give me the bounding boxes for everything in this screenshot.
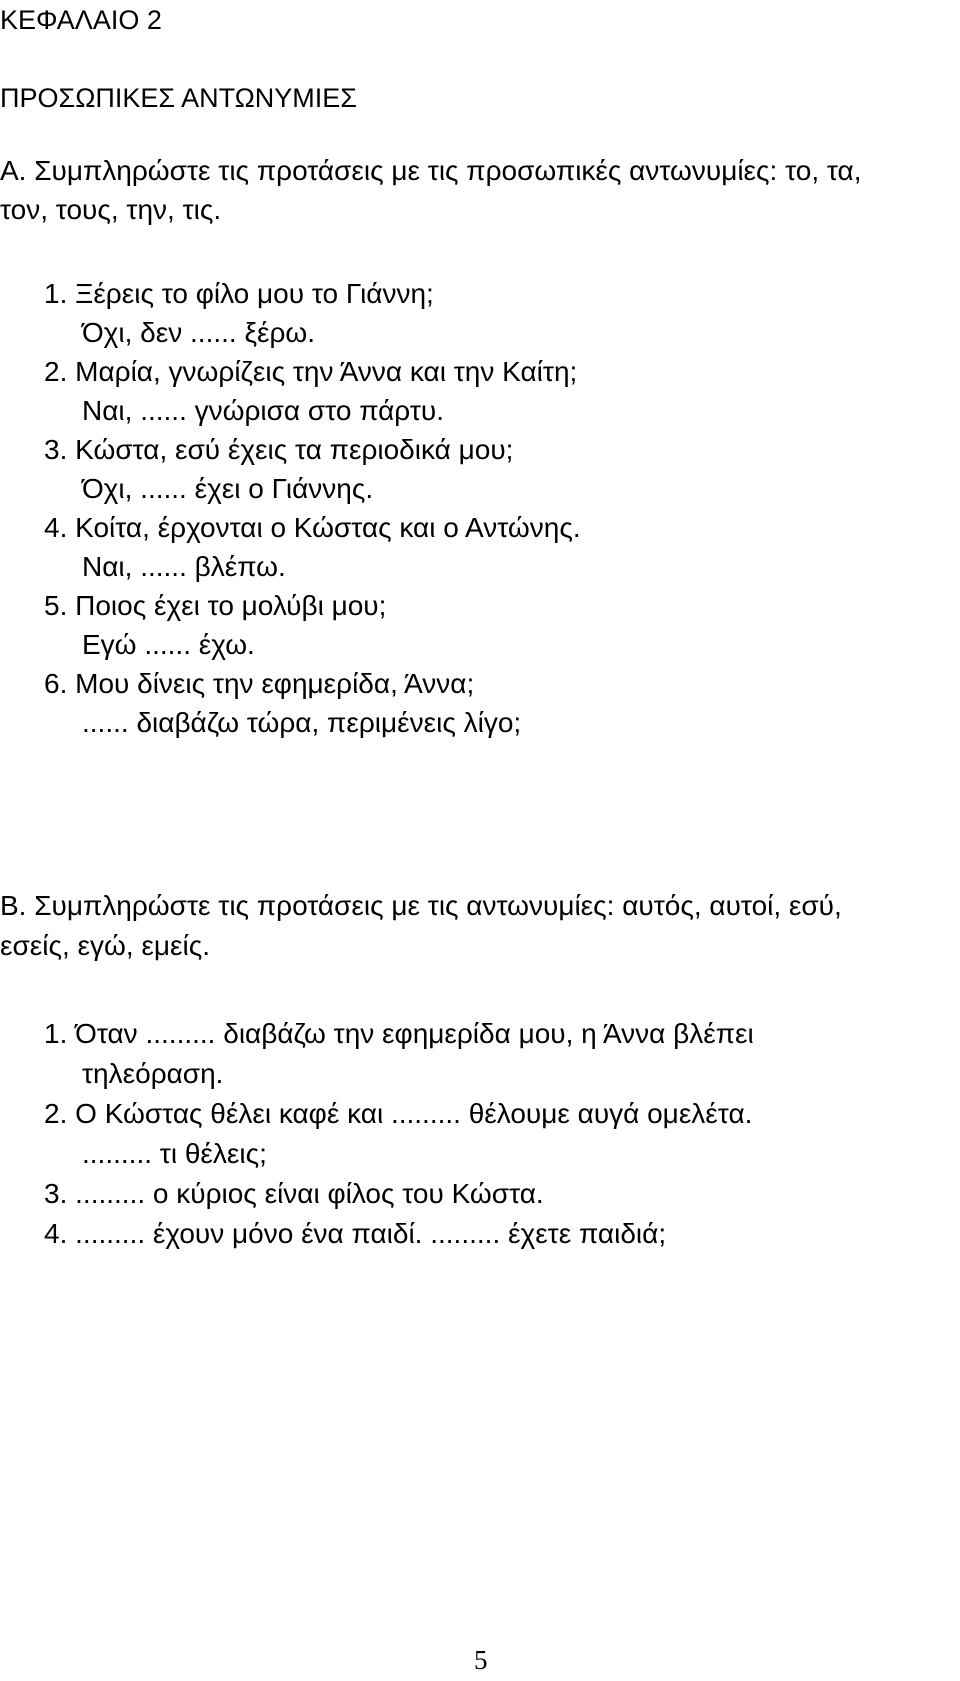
exercise-line: Ναι, ...... γνώρισα στο πάρτυ. [82, 395, 444, 426]
exercise-line: 6. Μου δίνεις την εφημερίδα, Άννα; [44, 668, 475, 699]
exercise-line: 1. Ξέρεις το φίλο μου το Γιάννη; [44, 278, 434, 309]
chapter-subtitle: ΠΡΟΣΩΠΙΚΕΣ ΑΝΤΩΝΥΜΙΕΣ [0, 83, 357, 113]
exercise-line: Εγώ ...... έχω. [82, 629, 255, 660]
exercise-line: Όχι, ...... έχει ο Γιάννης. [82, 473, 374, 504]
exercise-line: 4. ......... έχουν μόνο ένα παιδί. ......... έχετε παιδιά; [44, 1218, 667, 1249]
exercise-line: ......... τι θέλεις; [82, 1138, 267, 1169]
exercise-line: 1. Όταν ......... διαβάζω την εφημερίδα μου, η Άννα βλέπει [44, 1018, 754, 1049]
exercise-line: 4. Κοίτα, έρχονται ο Κώστας και ο Αντώνης. [44, 512, 581, 543]
exercise-line: 3. Κώστα, εσύ έχεις τα περιοδικά μου; [44, 434, 514, 465]
exercise-line: 2. Μαρία, γνωρίζεις την Άννα και την Καίτη; [44, 356, 578, 387]
exercise-line: ...... διαβάζω τώρα, περιμένεις λίγο; [82, 707, 522, 738]
exercise-line: Ναι, ...... βλέπω. [82, 551, 286, 582]
chapter-title: ΚΕΦΑΛΑΙΟ 2 [0, 5, 162, 35]
exercise-line: τηλεόραση. [82, 1058, 224, 1089]
section-a-instruction-continued: τον, τους, την, τις. [0, 194, 222, 225]
section-b-instruction-continued: εσείς, εγώ, εμείς. [0, 930, 211, 961]
page-number: 5 [474, 1645, 488, 1675]
exercise-line: Όχι, δεν ...... ξέρω. [82, 317, 316, 348]
section-b-instruction: Β. Συμπληρώστε τις προτάσεις με τις αντωνυμίες: αυτός, αυτοί, εσύ, [0, 890, 842, 921]
section-a-instruction: Α. Συμπληρώστε τις προτάσεις με τις προσωπικές αντωνυμίες: το, τα, [0, 155, 862, 186]
exercise-line: 3. ......... ο κύριος είναι φίλος του Κώστα. [44, 1178, 544, 1209]
exercise-line: 5. Ποιος έχει το μολύβι μου; [44, 590, 387, 621]
exercise-line: 2. Ο Κώστας θέλει καφέ και ......... θέλουμε αυγά ομελέτα. [44, 1098, 753, 1129]
